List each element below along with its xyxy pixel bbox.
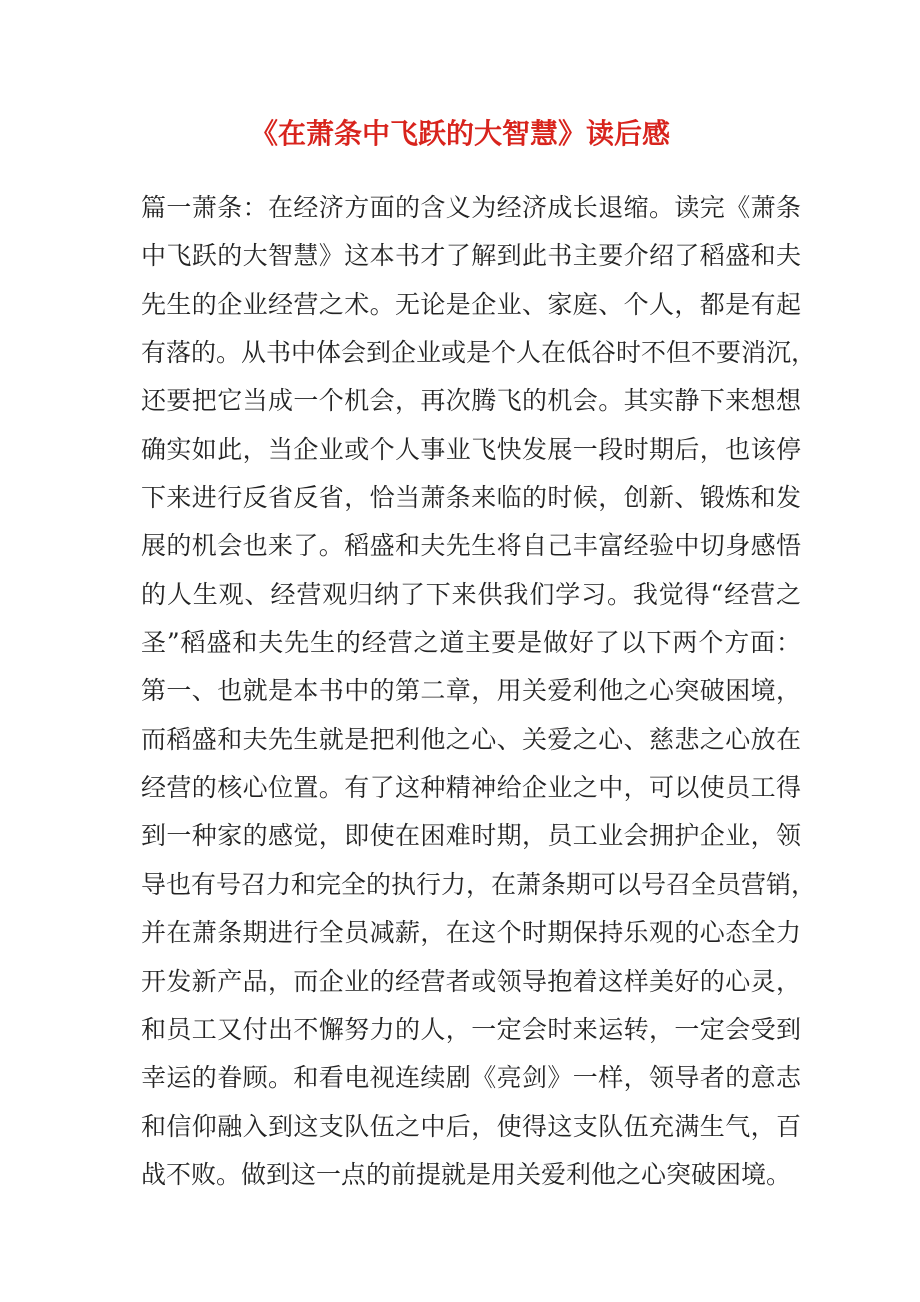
body-line: 的人生观、经营观归纳了下来供我们学习。我觉得“经营之 bbox=[141, 579, 801, 609]
body-line: 和信仰融入到这支队伍之中后，使得这支队伍充满生气，百 bbox=[141, 1111, 801, 1141]
body-line: 圣”稻盛和夫先生的经营之道主要是做好了以下两个方面： bbox=[141, 628, 801, 658]
body-line: 下来进行反省反省，恰当萧条来临的时候，创新、锻炼和发 bbox=[141, 483, 801, 513]
body-line: 导也有号召力和完全的执行力，在萧条期可以号召全员营销， bbox=[141, 869, 817, 899]
body-line: 并在萧条期进行全员减薪，在这个时期保持乐观的心态全力 bbox=[141, 918, 801, 948]
body-line: 第一、也就是本书中的第二章，用关爱利他之心突破困境， bbox=[141, 676, 801, 706]
body-line: 经营的核心位置。有了这种精神给企业之中，可以使员工得 bbox=[141, 773, 801, 803]
body-line: 幸运的眷顾。和看电视连续剧《亮剑》一样，领导者的意志 bbox=[141, 1063, 801, 1093]
body-line: 确实如此，当企业或个人事业飞快发展一段时期后，也该停 bbox=[141, 434, 801, 464]
body-line: 开发新产品，而企业的经营者或领导抱着这样美好的心灵， bbox=[141, 966, 801, 996]
body-line: 有落的。从书中体会到企业或是个人在低谷时不但不要消沉， bbox=[141, 338, 817, 368]
document-title: 《在萧条中飞跃的大智慧》读后感 bbox=[249, 117, 670, 150]
body-line: 而稻盛和夫先生就是把利他之心、关爱之心、慈悲之心放在 bbox=[141, 724, 801, 754]
body-line: 篇一萧条：在经济方面的含义为经济成长退缩。读完《萧条 bbox=[141, 193, 801, 222]
body-line: 和员工又付出不懈努力的人，一定会时来运转，一定会受到 bbox=[141, 1014, 801, 1044]
document-body bbox=[141, 184, 817, 1199]
body-line: 到一种家的感觉，即使在困难时期，员工业会拥护企业，领 bbox=[141, 821, 801, 851]
body-line: 展的机会也来了。稻盛和夫先生将自己丰富经验中切身感悟 bbox=[141, 531, 801, 561]
body-line: 先生的企业经营之术。无论是企业、家庭、个人，都是有起 bbox=[141, 289, 801, 319]
body-line: 还要把它当成一个机会，再次腾飞的机会。其实静下来想想 bbox=[141, 386, 801, 416]
body-line: 中飞跃的大智慧》这本书才了解到此书主要介绍了稻盛和夫 bbox=[141, 241, 801, 271]
body-line: 战不败。做到这一点的前提就是用关爱利他之心突破困境。 bbox=[141, 1159, 792, 1189]
